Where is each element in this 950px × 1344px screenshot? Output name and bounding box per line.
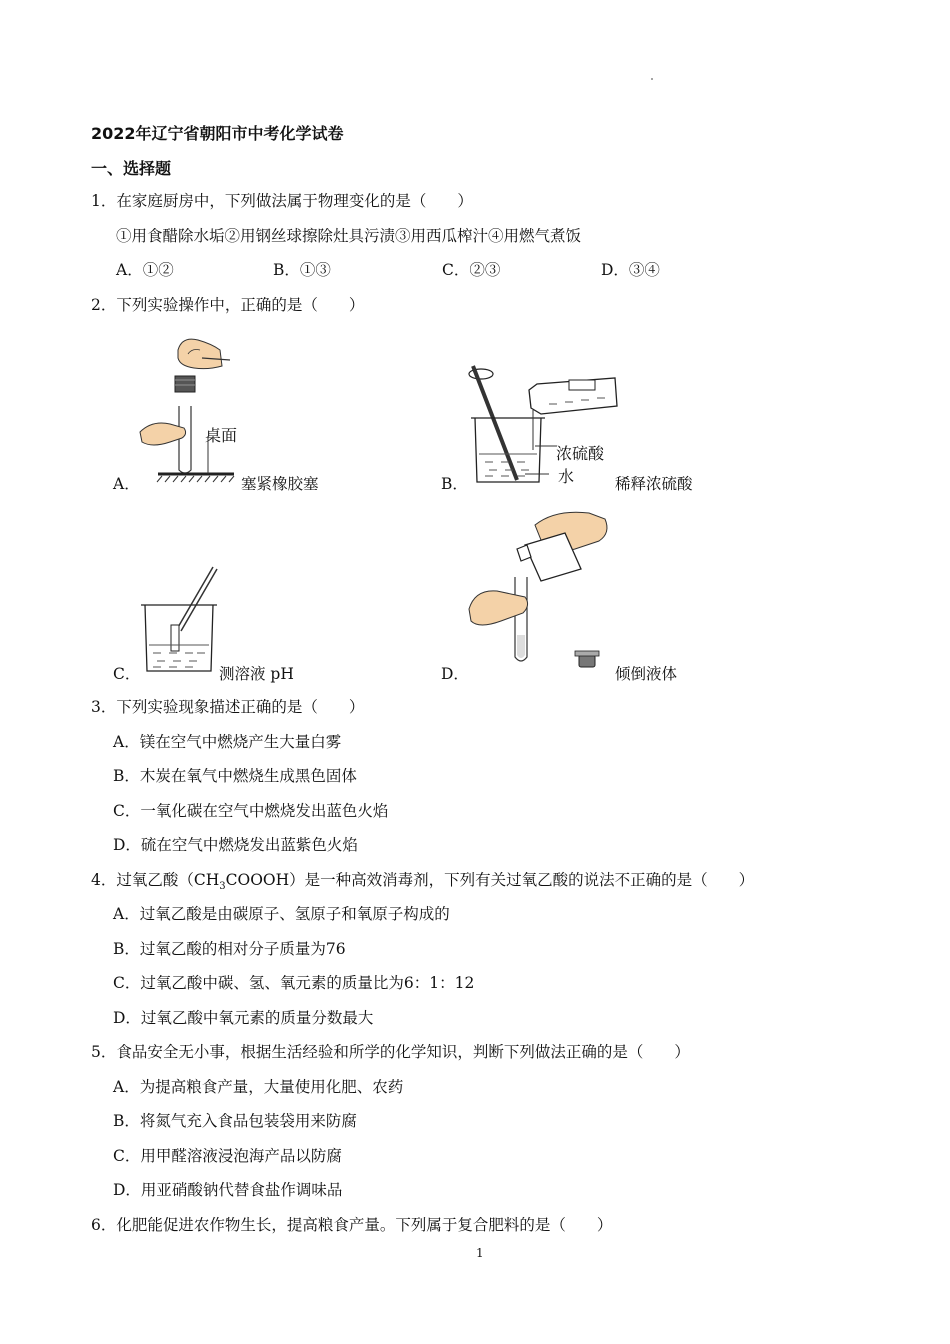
- question-4-stem-part-a: 4．过氧乙酸（CH: [91, 871, 220, 889]
- question-4-stem-part-b: COOOH）是一种高效消毒剂，下列有关过氧乙酸的说法不正确的是（ ）: [225, 871, 755, 889]
- question-2-option-b-caption: 稀释浓硫酸: [615, 475, 693, 493]
- figure-b-dilution: [465, 362, 625, 487]
- question-3-option-a: A．镁在空气中燃烧产生大量白雾: [113, 733, 342, 751]
- question-4-option-c: C．过氧乙酸中碳、氢、氧元素的质量比为6：1：12: [113, 974, 475, 992]
- question-4-stem: [91, 868, 754, 892]
- question-5-option-a: A．为提高粮食产量，大量使用化肥、农药: [113, 1078, 404, 1096]
- figure-b-label-water: 水: [558, 467, 575, 486]
- speck: [651, 78, 653, 80]
- question-6-stem: 6．化肥能促进农作物生长，提高粮食产量。下列属于复合肥料的是（ ）: [91, 1216, 613, 1234]
- question-4-option-a: A．过氧乙酸是由碳原子、氢原子和氧原子构成的: [113, 905, 450, 923]
- figure-a-stopper: [130, 330, 240, 490]
- question-1-note: ①用食醋除水垢②用钢丝球擦除灶具污渍③用西瓜榨汁④用燃气煮饭: [116, 227, 582, 245]
- question-2-option-c-caption: 测溶液 pH: [219, 665, 294, 683]
- figure-c-ph-test: [135, 565, 225, 680]
- page-number: 1: [476, 1246, 484, 1260]
- question-2-option-a-letter: A．: [113, 475, 140, 493]
- figure-a-label-desk: 桌面: [205, 426, 238, 445]
- question-5-stem: 5．食品安全无小事，根据生活经验和所学的化学知识，判断下列做法正确的是（ ）: [91, 1043, 690, 1061]
- question-1-stem: 1．在家庭厨房中，下列做法属于物理变化的是（ ）: [91, 192, 473, 210]
- question-5-option-d: D．用亚硝酸钠代替食盐作调味品: [113, 1181, 343, 1199]
- question-4-option-b: B．过氧乙酸的相对分子质量为76: [113, 940, 346, 958]
- figure-d-pour-liquid: [465, 505, 615, 680]
- page-title: 2022年辽宁省朝阳市中考化学试卷: [91, 124, 344, 143]
- question-1-option-b: B．①③: [273, 261, 331, 279]
- question-1-option-a: A．①②: [116, 261, 174, 279]
- section-heading: 一、选择题: [91, 159, 172, 178]
- question-2-stem: 2．下列实验操作中，正确的是（ ）: [91, 296, 365, 314]
- question-2-option-c-letter: C．: [113, 665, 141, 683]
- question-2-option-a-caption: 塞紧橡胶塞: [241, 475, 319, 493]
- question-3-stem: 3．下列实验现象描述正确的是（ ）: [91, 698, 365, 716]
- figure-b-label-acid: 浓硫酸: [556, 444, 605, 463]
- question-3-option-b: B．木炭在氧气中燃烧生成黑色固体: [113, 767, 357, 785]
- question-1-option-d: D．③④: [601, 261, 660, 279]
- question-5-option-c: C．用甲醛溶液浸泡海产品以防腐: [113, 1147, 342, 1165]
- question-5-option-b: B．将氮气充入食品包装袋用来防腐: [113, 1112, 357, 1130]
- question-3-option-c: C．一氧化碳在空气中燃烧发出蓝色火焰: [113, 802, 389, 820]
- question-2-option-d-letter: D．: [441, 665, 469, 683]
- question-2-option-b-letter: B．: [441, 475, 468, 493]
- question-2-option-d-caption: 倾倒液体: [615, 665, 678, 683]
- question-4-stem-subscript: 3: [219, 881, 226, 893]
- question-1-option-c: C．②③: [442, 261, 501, 279]
- question-3-option-d: D．硫在空气中燃烧发出蓝紫色火焰: [113, 836, 358, 854]
- question-4-option-d: D．过氧乙酸中氧元素的质量分数最大: [113, 1009, 374, 1027]
